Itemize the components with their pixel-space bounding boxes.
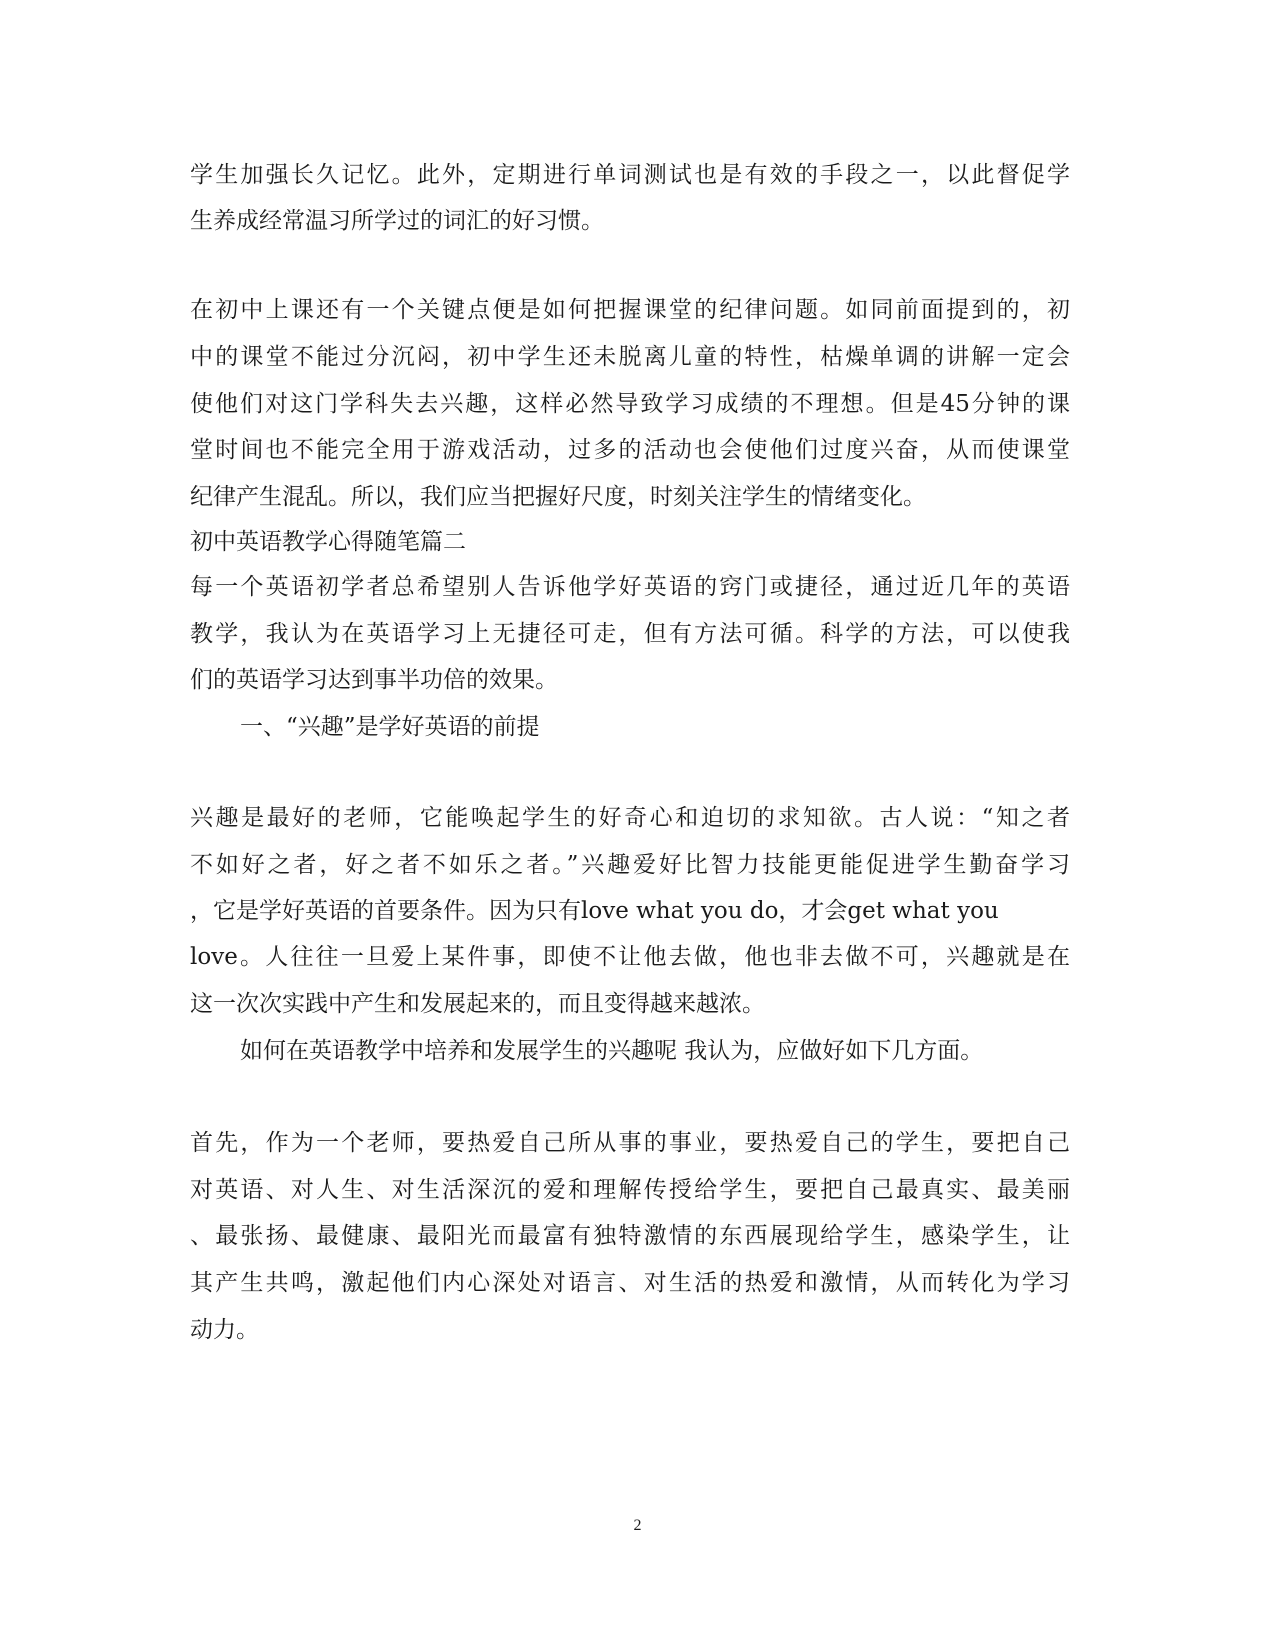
text-line: 使他们对这门学科失去兴趣，这样必然导致学习成绩的不理想。但是45分钟的课 [190,391,1070,417]
text-line: 这一次次实践中产生和发展起来的，而且变得越来越浓。 [190,991,765,1017]
section-heading: 初中英语教学心得随笔篇二 [190,529,466,555]
text-line: love。人往往一旦爱上某件事，即使不让他去做，他也非去做不可，兴趣就是在 [190,944,1070,970]
text-line: 其产生共鸣，激起他们内心深处对语言、对生活的热爱和激情，从而转化为学习 [190,1270,1070,1296]
text-line: 教学，我认为在英语学习上无捷径可走，但有方法可循。科学的方法，可以使我 [190,621,1070,647]
text-line: 纪律产生混乱。所以，我们应当把握好尺度，时刻关注学生的情绪变化。 [190,484,926,510]
text-line: 学生加强长久记忆。此外，定期进行单词测试也是有效的手段之一，以此督促学 [190,162,1070,188]
text-line: 生养成经常温习所学过的词汇的好习惯。 [190,208,604,234]
subsection-heading: 一、“兴趣”是学好英语的前提 [240,714,540,740]
text-line: ，它是学好英语的首要条件。因为只有love what you do，才会get what you [190,898,999,924]
text-line: 每一个英语初学者总希望别人告诉他学好英语的窍门或捷径，通过近几年的英语 [190,574,1070,600]
text-line: 首先，作为一个老师，要热爱自己所从事的事业，要热爱自己的学生，要把自己 [190,1130,1070,1156]
text-line: 们的英语学习达到事半功倍的效果。 [190,667,558,693]
page-number: 2 [633,1517,642,1534]
text-line: 堂时间也不能完全用于游戏活动，过多的活动也会使他们过度兴奋，从而使课堂 [190,437,1070,463]
text-line: 兴趣是最好的老师，它能唤起学生的好奇心和迫切的求知欲。古人说：“知之者 [190,805,1070,831]
text-line: 在初中上课还有一个关键点便是如何把握课堂的纪律问题。如同前面提到的，初 [190,297,1070,323]
text-line: 不如好之者，好之者不如乐之者。”兴趣爱好比智力技能更能促进学生勤奋学习 [190,852,1070,878]
text-line: 如何在英语教学中培养和发展学生的兴趣呢 我认为，应做好如下几方面。 [240,1038,984,1064]
text-line: 中的课堂不能过分沉闷，初中学生还未脱离儿童的特性，枯燥单调的讲解一定会 [190,344,1070,370]
text-line: 动力。 [190,1317,259,1343]
text-line: 、最张扬、最健康、最阳光而最富有独特激情的东西展现给学生，感染学生，让 [190,1223,1070,1249]
text-line: 对英语、对人生、对生活深沉的爱和理解传授给学生，要把自己最真实、最美丽 [190,1177,1070,1203]
